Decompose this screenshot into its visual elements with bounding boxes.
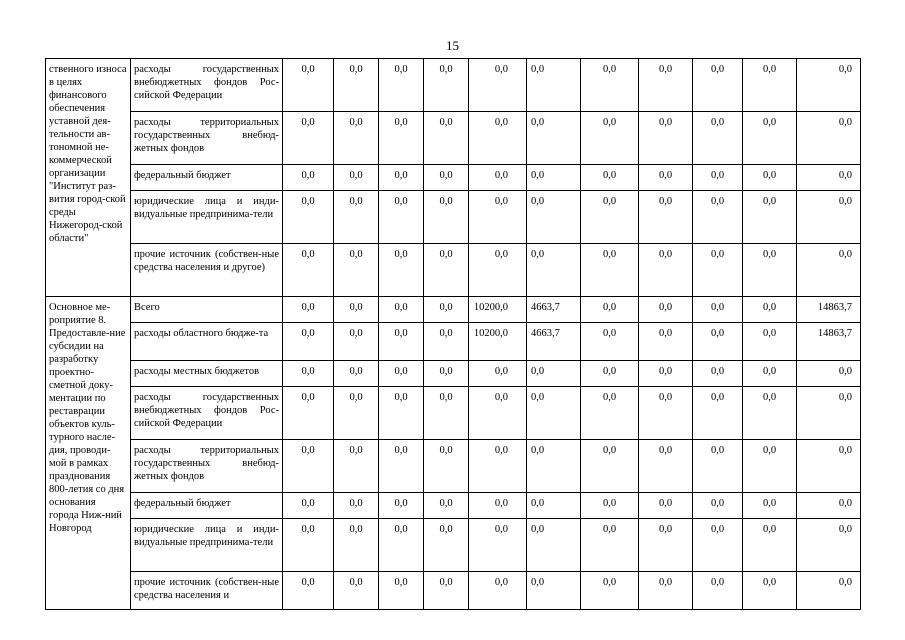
table-row [46, 191, 861, 244]
value-cell: 0,0 [379, 297, 424, 323]
value-cell: 0,0 [797, 572, 861, 610]
value-cell: 0,0 [283, 519, 334, 572]
value-cell: 0,0 [379, 323, 424, 361]
value-cell: 0,0 [424, 493, 469, 519]
value-cell: 0,0 [424, 165, 469, 191]
value-cell: 0,0 [797, 493, 861, 519]
value-cell: 0,0 [334, 244, 379, 297]
value-cell: 0,0 [527, 59, 581, 112]
value-cell: 0,0 [379, 361, 424, 387]
value-cell: 4663,7 [527, 323, 581, 361]
value-cell: 0,0 [743, 361, 797, 387]
value-cell: 0,0 [527, 440, 581, 493]
value-cell: 0,0 [639, 191, 693, 244]
value-cell: 0,0 [743, 440, 797, 493]
value-cell: 0,0 [424, 297, 469, 323]
funding-source-cell: федеральный бюджет [131, 493, 283, 519]
value-cell: 0,0 [424, 191, 469, 244]
value-cell: 0,0 [693, 572, 743, 610]
value-cell: 0,0 [469, 387, 527, 440]
funding-source-cell: прочие источник (собствен-ные средства населения и другое) [131, 244, 283, 297]
value-cell: 0,0 [693, 297, 743, 323]
value-cell: 0,0 [283, 493, 334, 519]
value-cell: 0,0 [639, 59, 693, 112]
value-cell: 0,0 [283, 572, 334, 610]
value-cell: 0,0 [639, 165, 693, 191]
value-cell: 0,0 [424, 59, 469, 112]
value-cell: 0,0 [639, 572, 693, 610]
value-cell: 0,0 [283, 440, 334, 493]
value-cell: 10200,0 [469, 297, 527, 323]
value-cell: 0,0 [469, 440, 527, 493]
funding-source-cell: Всего [131, 297, 283, 323]
value-cell: 0,0 [581, 323, 639, 361]
value-cell: 0,0 [334, 440, 379, 493]
value-cell: 0,0 [334, 519, 379, 572]
value-cell: 0,0 [424, 361, 469, 387]
value-cell: 0,0 [283, 323, 334, 361]
table-row [46, 440, 861, 493]
value-cell: 0,0 [797, 244, 861, 297]
value-cell: 14863,7 [797, 323, 861, 361]
value-cell: 0,0 [639, 440, 693, 493]
value-cell: 0,0 [379, 493, 424, 519]
value-cell: 0,0 [581, 519, 639, 572]
value-cell: 0,0 [424, 572, 469, 610]
value-cell: 0,0 [639, 493, 693, 519]
value-cell: 0,0 [743, 387, 797, 440]
funding-source-cell: расходы государственных внебюджетных фондов Рос-сийской Федерации [131, 387, 283, 440]
value-cell: 0,0 [581, 493, 639, 519]
value-cell: 0,0 [743, 112, 797, 165]
value-cell: 0,0 [334, 361, 379, 387]
value-cell: 0,0 [693, 244, 743, 297]
value-cell: 0,0 [424, 440, 469, 493]
value-cell: 0,0 [693, 112, 743, 165]
table-row [46, 493, 861, 519]
value-cell: 0,0 [527, 361, 581, 387]
value-cell: 0,0 [639, 244, 693, 297]
value-cell: 0,0 [283, 361, 334, 387]
value-cell: 0,0 [334, 191, 379, 244]
value-cell: 0,0 [797, 165, 861, 191]
value-cell: 0,0 [283, 191, 334, 244]
value-cell: 0,0 [334, 572, 379, 610]
table-row [46, 323, 861, 361]
value-cell: 0,0 [469, 493, 527, 519]
value-cell: 0,0 [379, 191, 424, 244]
value-cell: 0,0 [639, 112, 693, 165]
value-cell: 0,0 [379, 572, 424, 610]
value-cell: 0,0 [797, 112, 861, 165]
value-cell: 0,0 [379, 165, 424, 191]
value-cell: 0,0 [469, 572, 527, 610]
value-cell: 0,0 [379, 519, 424, 572]
value-cell: 0,0 [283, 244, 334, 297]
value-cell: 0,0 [581, 244, 639, 297]
value-cell: 0,0 [469, 112, 527, 165]
value-cell: 0,0 [527, 165, 581, 191]
value-cell: 0,0 [334, 112, 379, 165]
table-row [46, 297, 861, 323]
value-cell: 0,0 [334, 59, 379, 112]
value-cell: 0,0 [797, 59, 861, 112]
value-cell: 0,0 [424, 112, 469, 165]
value-cell: 0,0 [743, 244, 797, 297]
value-cell: 0,0 [693, 59, 743, 112]
value-cell: 0,0 [639, 519, 693, 572]
table-row [46, 361, 861, 387]
value-cell: 0,0 [693, 387, 743, 440]
table-row [46, 112, 861, 165]
value-cell: 0,0 [797, 519, 861, 572]
value-cell: 4663,7 [527, 297, 581, 323]
value-cell: 0,0 [379, 440, 424, 493]
table-row [46, 519, 861, 572]
value-cell: 0,0 [283, 112, 334, 165]
value-cell: 0,0 [693, 323, 743, 361]
value-cell: 0,0 [581, 297, 639, 323]
funding-source-cell: федеральный бюджет [131, 165, 283, 191]
value-cell: 0,0 [527, 112, 581, 165]
value-cell: 0,0 [743, 191, 797, 244]
value-cell: 0,0 [379, 387, 424, 440]
value-cell: 0,0 [469, 361, 527, 387]
value-cell: 0,0 [469, 191, 527, 244]
value-cell: 0,0 [334, 323, 379, 361]
value-cell: 0,0 [283, 165, 334, 191]
value-cell: 0,0 [743, 519, 797, 572]
value-cell: 0,0 [283, 297, 334, 323]
value-cell: 0,0 [424, 519, 469, 572]
value-cell: 0,0 [424, 323, 469, 361]
value-cell: 0,0 [797, 191, 861, 244]
funding-source-cell: расходы местных бюджетов [131, 361, 283, 387]
value-cell: 0,0 [693, 493, 743, 519]
value-cell: 0,0 [743, 297, 797, 323]
value-cell: 0,0 [379, 59, 424, 112]
table-row [46, 244, 861, 297]
value-cell: 0,0 [379, 112, 424, 165]
value-cell: 0,0 [581, 112, 639, 165]
budget-table-body [46, 59, 861, 610]
value-cell: 0,0 [469, 59, 527, 112]
value-cell: 0,0 [581, 191, 639, 244]
value-cell: 0,0 [527, 244, 581, 297]
value-cell: 0,0 [334, 297, 379, 323]
value-cell: 0,0 [424, 244, 469, 297]
table-row [46, 59, 861, 112]
value-cell: 0,0 [469, 519, 527, 572]
value-cell: 0,0 [743, 59, 797, 112]
value-cell: 0,0 [743, 493, 797, 519]
funding-source-cell: расходы государственных внебюджетных фондов Рос-сийской Федерации [131, 59, 283, 112]
value-cell: 0,0 [424, 387, 469, 440]
measure-name-cell: Основное ме-роприятие 8. Предоставле-ние субсидии на разработку проектно-сметной доку-ментации по реставрации объектов куль-турного насле-дия, проводи-мой в рамках празднования 800-летия со дня основания города Ниж-ний Новгород [46, 297, 131, 610]
funding-source-cell: юридические лица и инди-видуальные предпринима-тели [131, 519, 283, 572]
value-cell: 0,0 [527, 493, 581, 519]
value-cell: 0,0 [693, 440, 743, 493]
value-cell: 0,0 [581, 572, 639, 610]
value-cell: 0,0 [693, 165, 743, 191]
value-cell: 0,0 [527, 519, 581, 572]
value-cell: 0,0 [797, 440, 861, 493]
measure-name-cell: ственного износа в целях финансового обеспечения уставной дея-тельности ав-тономной не-коммерческой организации "Институт раз-вития город-ской среды Нижегород-ской области" [46, 59, 131, 297]
value-cell: 0,0 [334, 387, 379, 440]
value-cell: 0,0 [334, 165, 379, 191]
value-cell: 0,0 [469, 244, 527, 297]
value-cell: 0,0 [693, 361, 743, 387]
value-cell: 0,0 [581, 440, 639, 493]
budget-table [45, 58, 861, 610]
value-cell: 0,0 [693, 191, 743, 244]
value-cell: 0,0 [797, 361, 861, 387]
funding-source-cell: расходы территориальных государственных внебюд-жетных фондов [131, 112, 283, 165]
value-cell: 0,0 [639, 323, 693, 361]
value-cell: 0,0 [283, 59, 334, 112]
value-cell: 0,0 [639, 361, 693, 387]
table-row [46, 165, 861, 191]
table-row [46, 387, 861, 440]
page-number: 15 [446, 38, 459, 53]
funding-source-cell: расходы территориальных государственных внебюд-жетных фондов [131, 440, 283, 493]
value-cell: 0,0 [797, 387, 861, 440]
value-cell: 0,0 [581, 387, 639, 440]
value-cell: 0,0 [469, 165, 527, 191]
value-cell: 0,0 [639, 297, 693, 323]
value-cell: 0,0 [581, 361, 639, 387]
value-cell: 0,0 [527, 572, 581, 610]
value-cell: 10200,0 [469, 323, 527, 361]
value-cell: 0,0 [639, 387, 693, 440]
value-cell: 0,0 [334, 493, 379, 519]
funding-source-cell: прочие источник (собствен-ные средства населения и [131, 572, 283, 610]
value-cell: 0,0 [743, 323, 797, 361]
value-cell: 0,0 [283, 387, 334, 440]
value-cell: 0,0 [379, 244, 424, 297]
value-cell: 0,0 [743, 572, 797, 610]
table-row [46, 572, 861, 610]
value-cell: 0,0 [693, 519, 743, 572]
value-cell: 0,0 [743, 165, 797, 191]
value-cell: 0,0 [581, 59, 639, 112]
value-cell: 0,0 [581, 165, 639, 191]
value-cell: 0,0 [527, 387, 581, 440]
funding-source-cell: юридические лица и инди-видуальные предпринима-тели [131, 191, 283, 244]
value-cell: 0,0 [527, 191, 581, 244]
funding-source-cell: расходы областного бюдже-та [131, 323, 283, 361]
value-cell: 14863,7 [797, 297, 861, 323]
